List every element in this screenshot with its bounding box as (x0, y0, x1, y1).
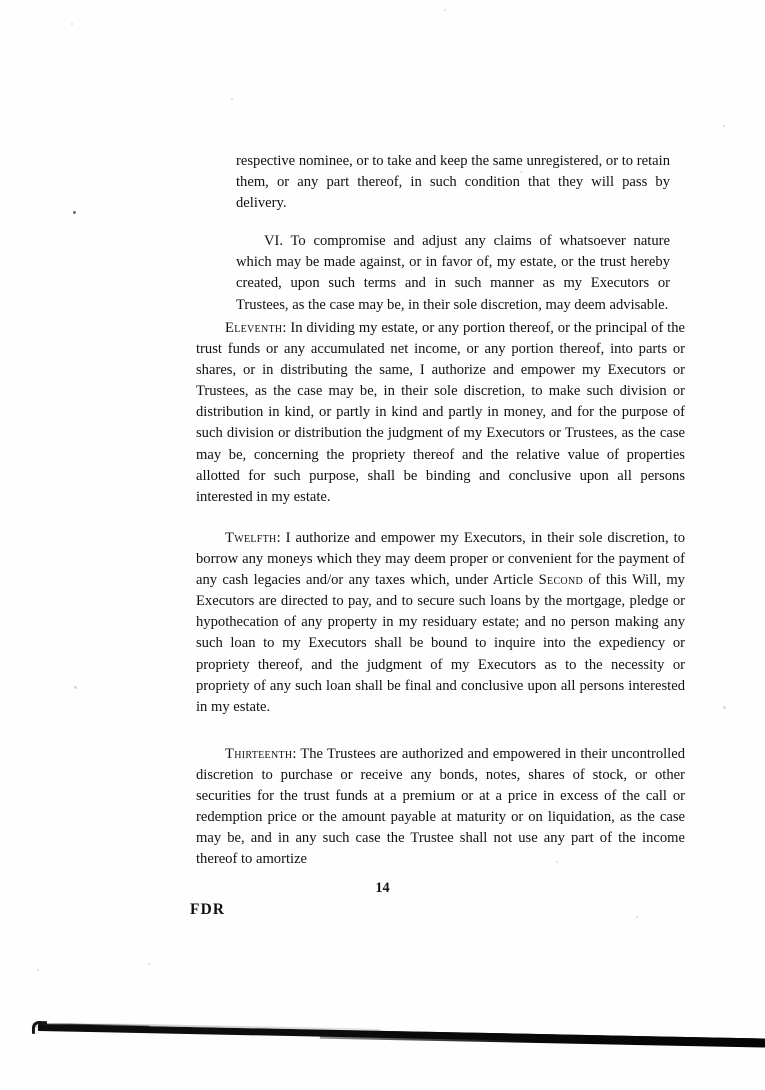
scan-speck (73, 211, 76, 214)
edge-shadow-hook (32, 1021, 47, 1034)
scan-speck (723, 125, 725, 127)
page-number: 14 (375, 880, 390, 896)
article-reference-second: Second (538, 572, 583, 589)
scan-speck (231, 98, 233, 100)
clause-eleventh-text: In dividing my estate, or any portion thereof, or the principal of the trust funds or any accumulated net income, or any portion thereof, into parts or shares, or in distributing the same, I authorize and empower my Executors or Trustees, as the case may be, in their sole discretion, to make such division or distribution in kind, or partly in kind and partly in money, and for the purpose of such division or distribution the judgment of my Executors or Trustees, as the case may be, concerning the propriety thereof and the relative value of properties allotted for such purpose, shall be binding and conclusive upon all persons interested in my estate. (196, 320, 685, 505)
clause-twelfth-text-after-reference: of this Will, my Executors are directed to pay, and to secure such loans by the mortgage, pledge or hypothecation of any property in my residuary estate; and no person making any such loan to my Executors shall be bound to inquire into the expediency or propriety thereof, and the judgment of my Executors as to the necessity or propriety of any such loan shall be final and conclusive upon all persons interested in my estate. (196, 572, 685, 715)
archive-stamp-fdr: FDR (190, 901, 226, 918)
clause-thirteenth (196, 744, 685, 871)
scan-speck (636, 916, 638, 918)
clause-eleventh (196, 318, 685, 508)
clause-twelfth (196, 528, 685, 718)
indented-clause-block (236, 151, 670, 316)
scan-speck (71, 23, 73, 25)
clause-heading-eleventh: Eleventh (225, 320, 283, 336)
clause-heading-separator: : (282, 320, 287, 336)
page-edge-shadow-artifact (0, 1014, 765, 1056)
clause-heading-thirteenth: Thirteenth (225, 746, 293, 762)
clause-twelfth-text-before-reference: I authorize and empower my Executors, in their sole discretion, to borrow any moneys which they may deem proper or convenient for the payment of any cash legacies and/or any taxes which, under Article (196, 530, 685, 589)
edge-shadow-thick (320, 1030, 765, 1048)
clause-heading-twelfth: Twelfth (225, 530, 277, 546)
scan-speck (37, 969, 39, 971)
clause-eleventh-paragraph (196, 318, 685, 508)
clause-heading-separator: : (276, 530, 281, 546)
scan-speck (723, 706, 726, 709)
scan-speck (74, 686, 77, 689)
paragraph-continuation: respective nominee, or to take and keep the same unregistered, or to retain them, or any part thereof, in such condition that they will pass by delivery. (236, 153, 670, 212)
scan-speck (444, 9, 446, 11)
clause-twelfth-paragraph (196, 528, 685, 718)
clause-thirteenth-paragraph (196, 744, 685, 871)
paragraph-item-vi: VI. To compromise and adjust any claims of whatsoever nature which may be made against, or in favor of, my estate, or the trust hereby created, upon such terms and in such manner as my Executors or Trustees, as the case may be, in their sole discretion, may deem advisable. (236, 233, 670, 313)
scan-speck (148, 963, 150, 965)
clause-heading-separator: : (292, 746, 297, 762)
clause-thirteenth-text: The Trustees are authorized and empowered in their uncontrolled discretion to purchase or receive any bonds, notes, shares of stock, or other securities for the trust funds at a premium or at a price in excess of the call or redemption price or the amount payable at maturity or on liquidation, as the case may be, and in any such case the Trustee shall not use any part of the income thereof to amortize (196, 746, 685, 868)
